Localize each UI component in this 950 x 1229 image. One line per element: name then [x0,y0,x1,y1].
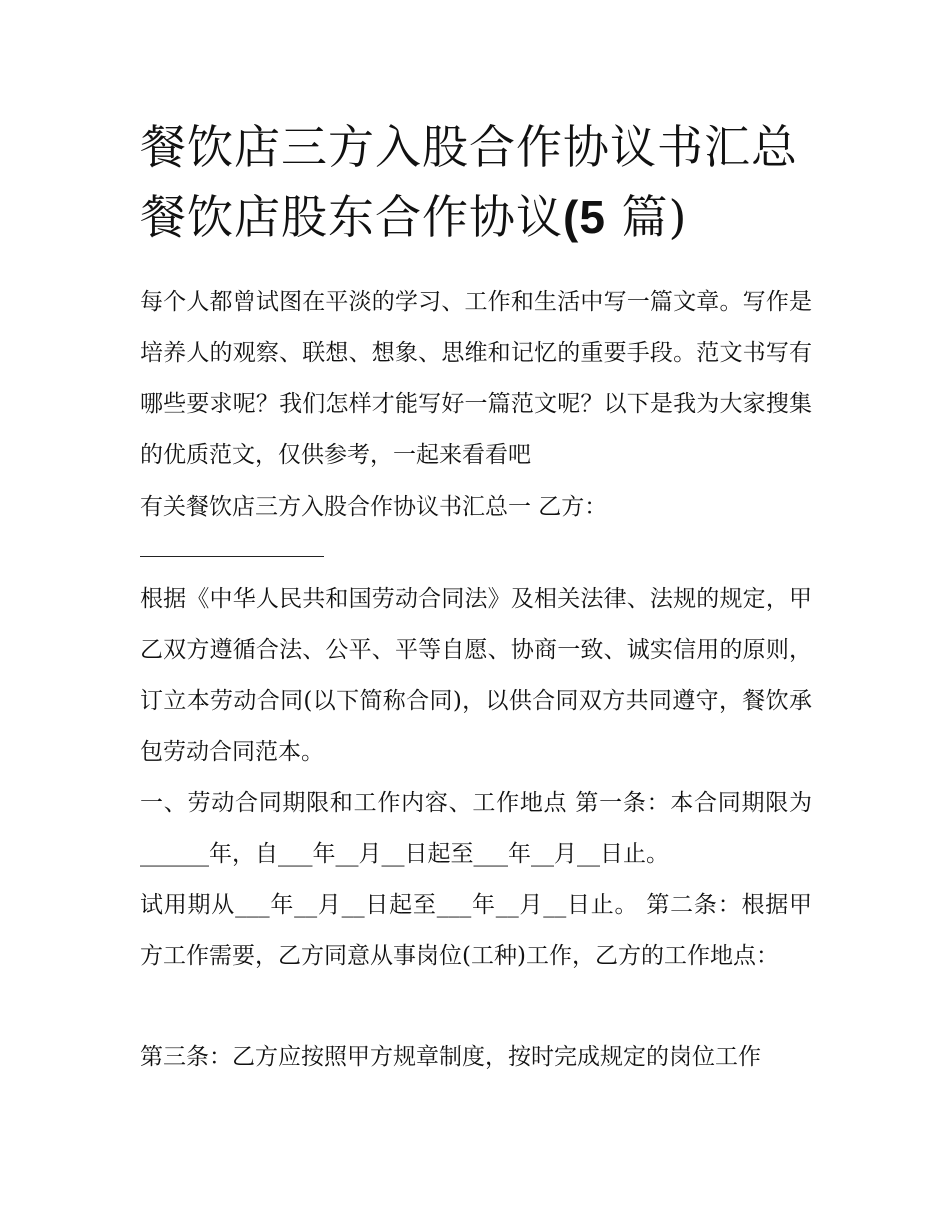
intro-paragraph: 每个人都曾试图在平淡的学习、工作和生活中写一篇文章。写作是培养人的观察、联想、想象、思维和记忆的重要手段。范文书写有哪些要求呢？我们怎样才能写好一篇范文呢？以下是我为大家搜集的优质范文，仅供参考，一起来看看吧 [140,289,812,468]
article-three-paragraph: 第三条：乙方应按照甲方规章制度，按时完成规定的岗位工作 [140,1044,761,1070]
title-text: 餐饮店三方入股合作协议书汇总 餐饮店股东合作协议 [140,120,798,244]
title-suffix: 篇) [605,190,688,244]
article-one-paragraph: 一、劳动合同期限和工作内容、工作地点 第一条：本合同期限为______年，自___年__月__日起至___年__月__日止。 [140,790,812,867]
basis-paragraph: 根据《中华人民共和国劳动合同法》及相关法律、法规的规定，甲乙双方遵循合法、公平、平等自愿、协商一致、诚实信用的原则，订立本劳动合同(以下简称合同)，以供合同双方共同遵守，餐饮承包劳动合同范本。 [140,586,812,765]
probation-paragraph: 试用期从___年__月__日起至___年__月__日止。 第二条：根据甲方工作需要，乙方同意从事岗位(工种)工作，乙方的工作地点： [140,892,812,969]
title-count: (5 [563,191,606,243]
document-title [140,112,820,252]
section-heading: 有关餐饮店三方入股合作协议书汇总一 乙方： [140,494,608,520]
signature-line [140,556,324,557]
